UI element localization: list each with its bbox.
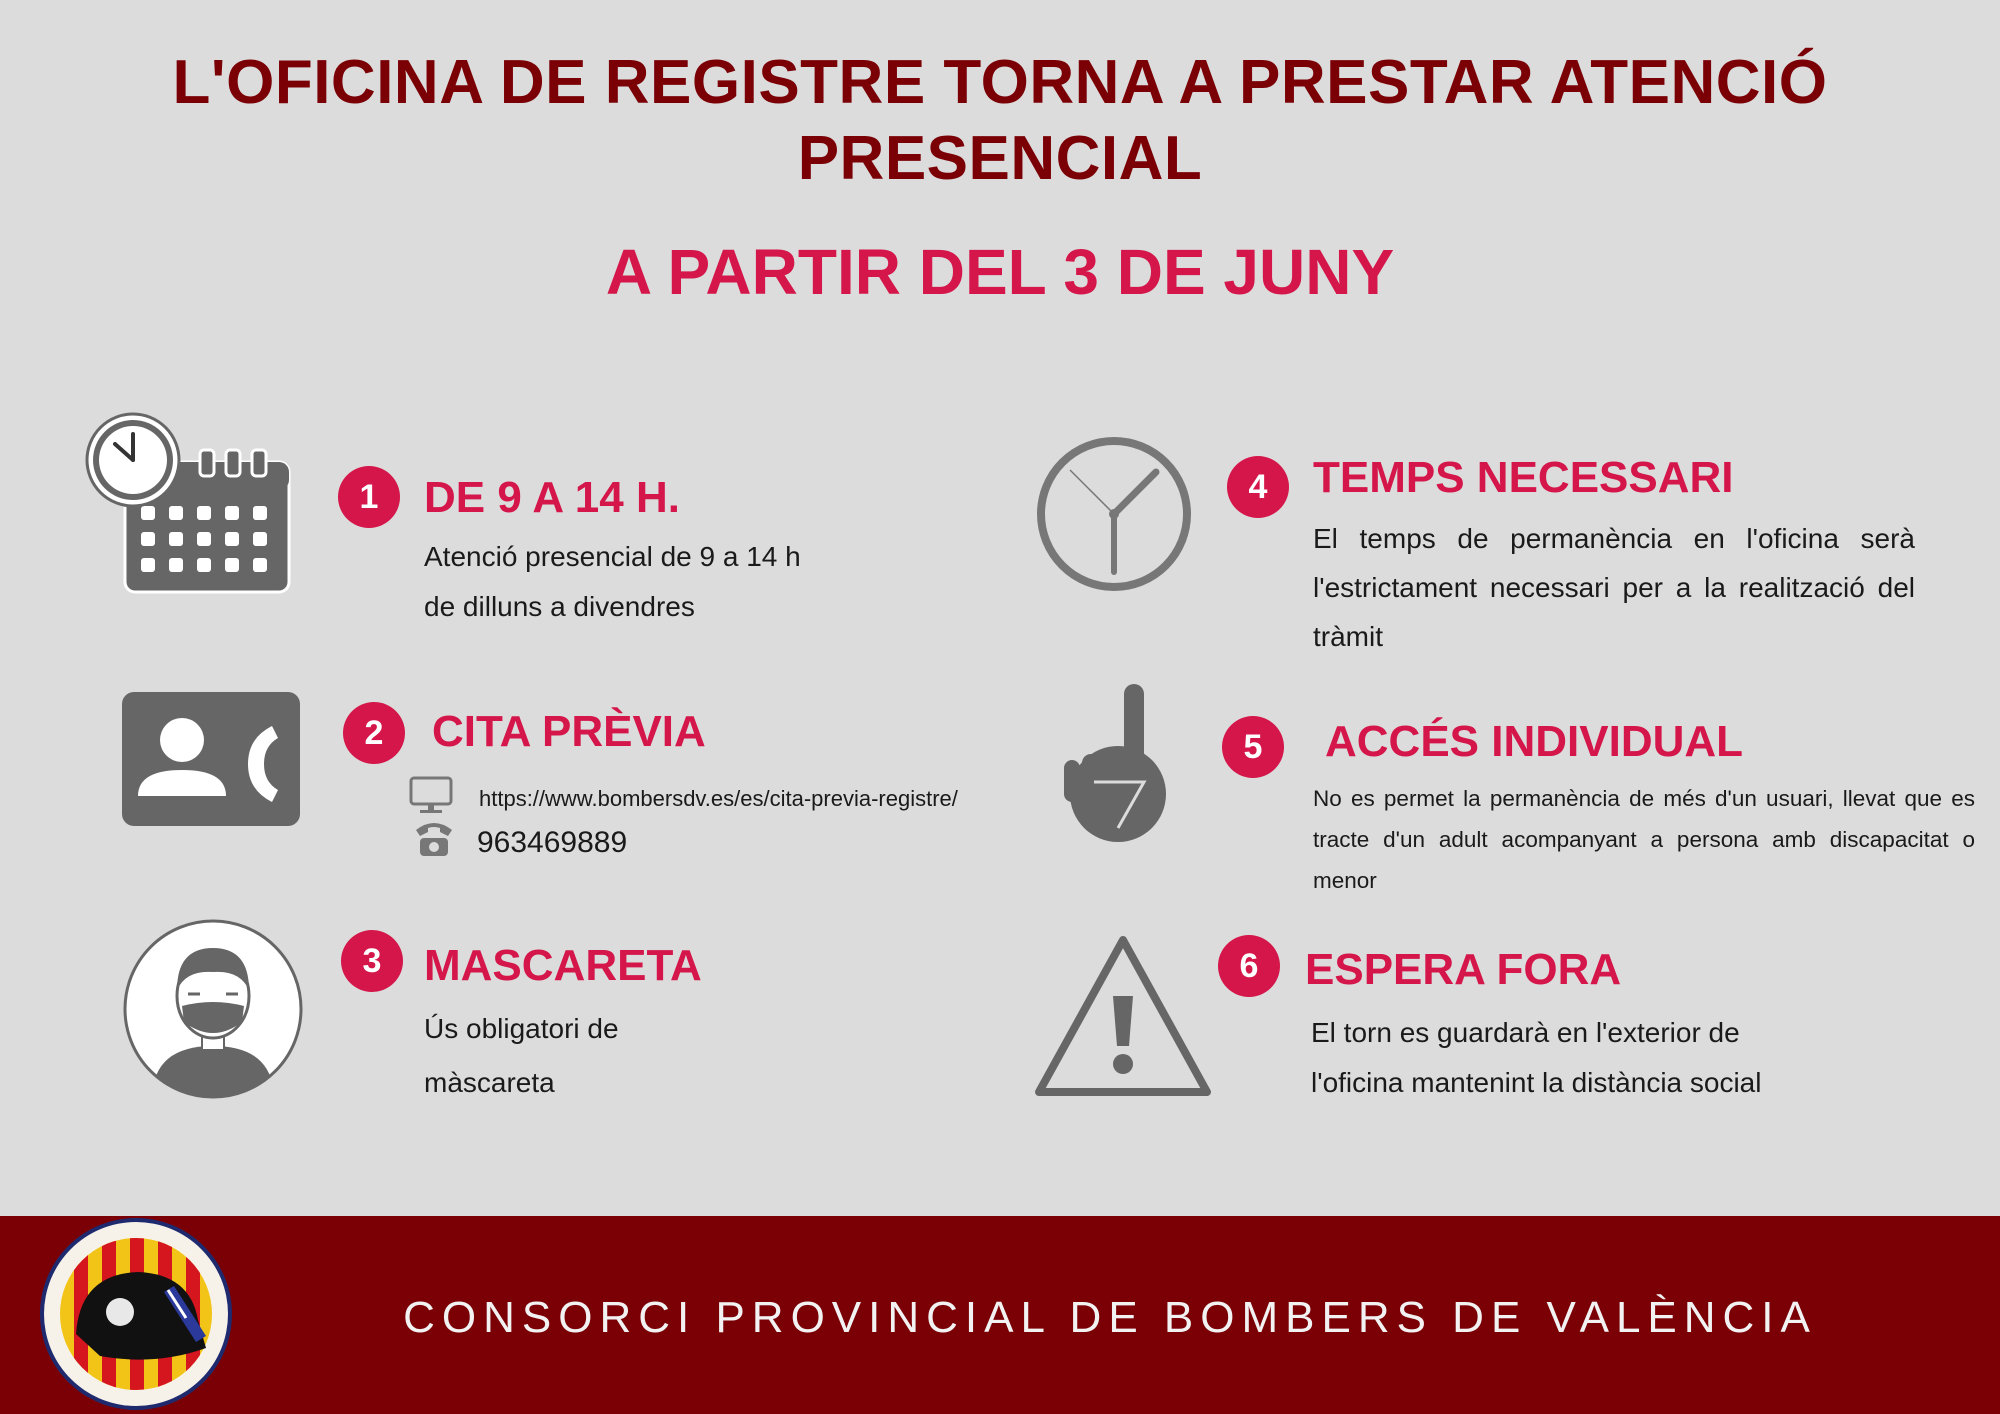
step-number-4: 4 (1227, 456, 1289, 518)
person-mask-icon (122, 918, 304, 1100)
step-text-line: Atenció presencial de 9 a 14 h (424, 541, 801, 572)
phone-number: 963469889 (477, 826, 628, 859)
bombers-logo-icon (36, 1216, 236, 1412)
page-subtitle: A PARTIR DEL 3 DE JUNY (605, 236, 1395, 308)
step-text-line: Ús obligatori de (424, 1013, 619, 1044)
clock-icon (1036, 436, 1192, 592)
step-number-2: 2 (343, 702, 405, 764)
step-number-6: 6 (1218, 935, 1280, 997)
step-heading-4: TEMPS NECESSARI (1313, 453, 1734, 502)
calendar-clock-icon (85, 412, 295, 597)
contact-phone-icon (122, 692, 300, 826)
step-heading-5: ACCÉS INDIVIDUAL (1325, 717, 1744, 766)
step-text-3 (424, 1002, 619, 1110)
one-finger-hand-icon (1060, 682, 1176, 844)
step-heading-3: MASCARETA (424, 941, 702, 990)
step-heading-1: DE 9 A 14 H. (424, 473, 680, 522)
warning-icon (1033, 934, 1213, 1098)
page-title: L'OFICINA DE REGISTRE TORNA A PRESTAR ATENCIÓ PRESENCIAL (172, 48, 1828, 193)
step-heading-6: ESPERA FORA (1305, 945, 1622, 994)
step-heading-2: CITA PRÈVIA (432, 707, 706, 756)
footer-organization: CONSORCI PROVINCIAL DE BOMBERS DE VALÈNCIA (403, 1293, 1817, 1342)
step-text-line: El torn es guardarà en l'exterior de (1311, 1017, 1740, 1048)
computer-icon (408, 776, 456, 816)
step-text-1 (424, 532, 801, 632)
step-text-6 (1311, 1008, 1761, 1108)
cita-previa-link[interactable]: https://www.bombersdv.es/es/cita-previa-registre/ (479, 786, 958, 811)
step-text-line: l'oficina mantenint la distància social (1311, 1067, 1762, 1098)
step-text-5: No es permet la permanència de més d'un usuari, llevat que es tracte d'un adult acompanyant a persona amb discapacitat o menor (1313, 786, 1975, 893)
step-text-4: El temps de permanència en l'oficina serà l'estrictament necessari per a la realització del tràmit (1313, 523, 1915, 652)
step-number-5: 5 (1222, 716, 1284, 778)
step-number-1: 1 (338, 466, 400, 528)
step-text-line: de dilluns a divendres (424, 591, 695, 622)
telephone-icon (412, 818, 456, 858)
step-number-3: 3 (341, 930, 403, 992)
step-text-line: màscareta (424, 1067, 555, 1098)
